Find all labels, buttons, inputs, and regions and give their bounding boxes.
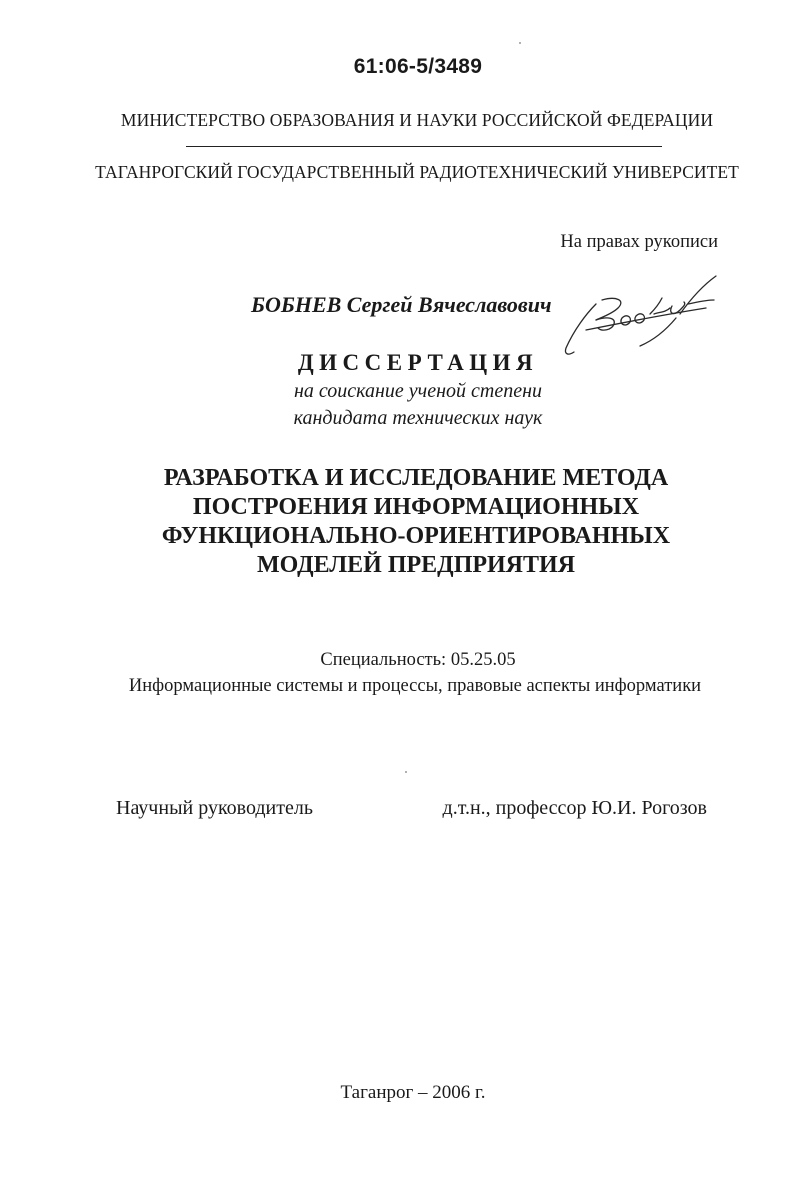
dissertation-label: ДИССЕРТАЦИЯ: [297, 350, 539, 375]
header-divider: [186, 146, 662, 147]
scan-speck: [405, 771, 407, 773]
specialty-name: Информационные системы и процессы, правовые аспекты информатики: [128, 676, 702, 696]
ministry-heading: МИНИСТЕРСТВО ОБРАЗОВАНИЯ И НАУКИ РОССИЙСКОЙ ФЕДЕРАЦИИ: [120, 110, 714, 130]
scan-speck: [519, 42, 521, 44]
document-code: 61:06-5/3489: [353, 55, 483, 78]
rights-note: На правах рукописи: [560, 232, 718, 252]
advisor-label: Научный руководитель: [116, 797, 313, 819]
specialty-code: Специальность: 05.25.05: [320, 650, 516, 670]
university-heading: ТАГАНРОГСКИЙ ГОСУДАРСТВЕННЫЙ РАДИОТЕХНИЧЕСКИЙ УНИВЕРСИТЕТ: [95, 162, 739, 182]
thesis-title-line: ФУНКЦИОНАЛЬНО-ОРИЕНТИРОВАННЫХ: [161, 523, 671, 549]
thesis-title: [0, 464, 795, 580]
thesis-title-line: РАЗРАБОТКА И ИССЛЕДОВАНИЕ МЕТОДА: [163, 465, 669, 491]
author-name: БОБНЕВ Сергей Вячеславович: [251, 292, 552, 317]
degree-line-2: кандидата технических наук: [293, 407, 543, 429]
thesis-title-line: ПОСТРОЕНИЯ ИНФОРМАЦИОННЫХ: [192, 494, 640, 520]
degree-line-1: на соискание ученой степени: [293, 380, 543, 402]
thesis-title-line: МОДЕЛЕЙ ПРЕДПРИЯТИЯ: [256, 552, 576, 578]
city-year: Таганрог – 2006 г.: [340, 1082, 486, 1103]
advisor-name: д.т.н., профессор Ю.И. Рогозов: [442, 797, 707, 819]
